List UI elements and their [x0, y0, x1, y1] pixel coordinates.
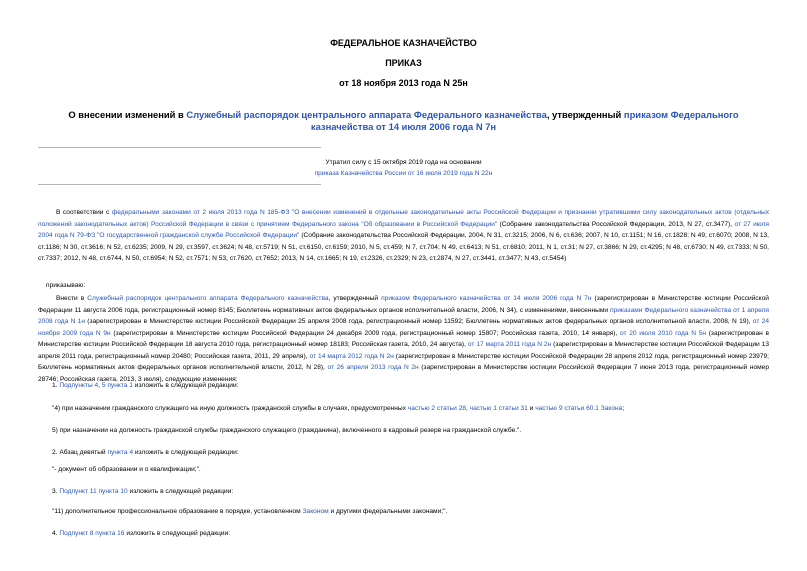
preamble-link-law-185[interactable]: федеральными законами от 2 июля 2013 года N 185-ФЗ "О внесении изменений в отдельные законодательные акты Российской Федерации и признании утратившими силу законодательных актов (отдельных положений законодательных актов) Российской Федерации в связи с принятием Федерального закона "Об образовании в Российской Федерации": [38, 209, 769, 228]
item-text: изложить в следующей редакции:: [132, 382, 239, 389]
item-link[interactable]: Законом: [302, 508, 329, 515]
main-text: (зарегистрирован в Министерстве юстиции Российской Федерации 13 апреля 2011 года, регистрационный номер 20480; Российская газета, 2011, 29 апреля),: [38, 341, 770, 360]
title-text: О внесении изменений в: [68, 109, 187, 120]
preamble-text: В соответствии с: [56, 209, 112, 216]
item-text: изложить в следующей редакции:: [133, 449, 239, 456]
item-text: ;: [622, 405, 625, 412]
preamble-paragraph: [38, 207, 769, 265]
main-text: (зарегистрирован в Министерстве юстиции Российской Федерации 18 августа 2010 года, регистрационный номер 18183; Российская газета, 2010, 24 августа),: [38, 329, 769, 348]
agency-heading: ФЕДЕРАЛЬНОЕ КАЗНАЧЕЙСТВО: [330, 38, 477, 48]
item-text: "11) дополнительное профессиональное образование в порядке, установленном: [52, 508, 303, 515]
main-link-order-2n-2012[interactable]: от 14 марта 2012 года N 2н: [309, 352, 394, 360]
item-text: 1.: [52, 382, 60, 389]
main-text: (зарегистрирован в Министерстве юстиции Российской Федерации 24 декабря 2009 года, регистрационный номер 15807; Российская газета, 2010, 14 января),: [110, 329, 620, 337]
main-text: (зарегистрирован в Министерстве юстиции Российской Федерации 11 августа 2006 года, регистрационный номер 8145; Бюллетень нормативных актов федеральных органов исполнительной власти, 2006, N 34), с изменениями, внесенными: [38, 295, 769, 314]
validity-note-text: Утратил силу с 15 октября 2019 года на основании: [325, 159, 482, 166]
order-word: приказываю:: [46, 282, 86, 289]
item-text: и: [527, 405, 536, 412]
item-link[interactable]: 5 пункта 1: [101, 382, 133, 389]
list-item: [52, 380, 769, 391]
item-text: 2. Абзац девятый: [52, 449, 108, 456]
main-link-order-5n[interactable]: от 20 июля 2010 года N 5н: [619, 329, 707, 337]
title-link-regulation[interactable]: Служебный распорядок центрального аппарата Федерального казначейства: [186, 109, 547, 120]
item-link[interactable]: частью 1 статьи 31: [469, 405, 528, 412]
item-text: 4.: [52, 530, 60, 537]
date-number-heading: от 18 ноября 2013 года N 25н: [339, 78, 468, 88]
item-text: "4) при назначении гражданского служащего на иную должность гражданской службы в случаях, предусмотренных: [52, 405, 408, 412]
preamble-link-law-79[interactable]: от 27 июля 2004 года N 79-ФЗ "О государственной гражданской службе Российской Федерации": [38, 220, 769, 239]
main-link-regulation[interactable]: Служебный распорядок центрального аппарата Федерального казначейства: [87, 295, 329, 302]
main-paragraph: [38, 293, 769, 385]
item-text: изложить в следующей редакции:: [124, 530, 231, 537]
item-link[interactable]: Подпункты 4: [59, 382, 99, 389]
item-link[interactable]: частью 9 статьи 60.1 Закона: [535, 405, 623, 412]
item-text: ,: [98, 382, 102, 389]
validity-note-link-row: [230, 168, 577, 180]
document-title: [40, 109, 767, 133]
item-text: 3.: [52, 488, 60, 495]
main-link-order-2n-2011[interactable]: от 17 марта 2011 года N 2н: [467, 341, 552, 348]
list-item: "- документ об образовании и о квалификации;".: [52, 466, 201, 473]
main-text: (зарегистрирован в Министерстве юстиции Российской Федерации 7 июня 2013 года, регистрационный номер 28746; Российская газета, 2013, 3 июля), следующие изменения:: [38, 364, 769, 383]
list-item: [52, 447, 769, 458]
main-text: (зарегистрирован в Министерстве юстиции Российской Федерации 28 апреля 2012 года, регистрационный номер 23979; Бюллетень нормативных актов федеральных органов исполнительной власти, 2012, N 28),: [38, 352, 769, 371]
list-item: [52, 486, 769, 497]
list-item: [52, 528, 769, 539]
item-link[interactable]: пункта 4: [107, 449, 134, 456]
divider: [38, 147, 321, 148]
divider: [38, 184, 321, 185]
main-link-order-7n[interactable]: приказом Федерального казначейства от 14 июля 2006 года N 7н: [381, 295, 592, 302]
preamble-text: (Собрание законодательства Российской Федерации, 2013, N 27, ст.3477),: [497, 220, 735, 228]
item-text: и другими федеральными законами;".: [328, 508, 448, 515]
item-text: изложить в следующей редакции:: [127, 488, 234, 495]
list-item: [52, 506, 769, 517]
list-item: 5) при назначении на должность гражданской службы гражданского служащего (гражданина), включенного в кадровый резерв на гражданской службе.".: [52, 427, 522, 434]
main-link-order-2n-2013[interactable]: от 26 апреля 2013 года N 2н: [327, 364, 419, 371]
item-link[interactable]: Подпункт 11 пункта 10: [59, 488, 128, 495]
doc-type-heading: ПРИКАЗ: [385, 58, 422, 68]
main-link-order-9n[interactable]: от 24 ноября 2009 года N 9н: [38, 318, 769, 337]
list-item: [52, 403, 769, 414]
main-text: , утвержденный: [328, 295, 382, 302]
title-text: , утвержденный: [546, 109, 624, 120]
preamble-text: (Собрание законодательства Российской Федерации, 2004, N 31, ст.3215; 2006, N 6, ст.636; 2007, N 10, ст.1151; N 16, ст.1828; N 49, ст.6070; 2008, N 13, ст.1186; N 30, ст.3616; N 52, ст.6235; 2009, N 29, ст.3597, ст.3624; N 48, ст.5719; N 51, ст.6150, ст.6159; 2010, N 5, ст.459; N 7, ст.704; N 49, ст.6413; N 51, ст.6810; 2011, N 1, ст.31; N 27, ст.3866; N 29, ст.4295; N 48, ст.6730; N 49, ст.7333; N 50, ст.7337; 2012, N 48, ст.6744, N 50, ст.6954; N 52, ст.7571; N 53, ст.7620, ст.7652; 2013, N 14, ст.1665; N 19, ст.2326, ст.2329; N 23, ст.2874, N 27, ст.3441, ст.3477; N 43, ст.5454): [38, 232, 769, 262]
main-text: (зарегистрирован в Министерстве юстиции Российской Федерации 25 апреля 2008 года, регистрационный номер 11592; Бюллетень нормативных актов федеральных органов исполнительной власти, 2008, N 19),: [84, 318, 753, 325]
validity-note-link[interactable]: приказа Казначейства России от 16 июля 2019 года N 22н: [314, 170, 493, 177]
main-link-order-1n[interactable]: приказами Федерального казначейства от 1 апреля 2008 года N 1н: [38, 306, 769, 325]
main-text: Внести в: [56, 295, 88, 302]
item-link[interactable]: Подпункт 8 пункта 16: [59, 530, 125, 537]
item-link[interactable]: частью 2 статьи 28: [407, 405, 466, 412]
title-link-order[interactable]: приказом Федерального казначейства от 14 июля 2006 года N 7н: [310, 109, 739, 132]
item-text: ,: [465, 405, 470, 412]
